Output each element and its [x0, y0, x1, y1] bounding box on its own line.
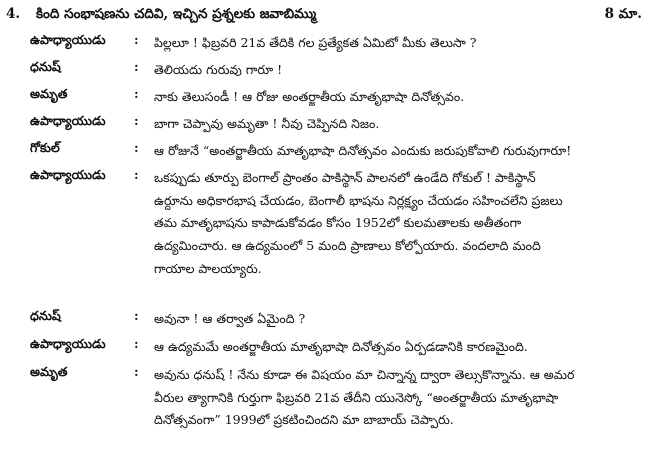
- dialogue-line: ఉర్దూను అధికారభాష చేయడం, బెంగాలీ భాషను నిర్లక్ష్యం చేయడం సహించలేని ప్రజలు: [154, 192, 563, 208]
- colon-separator: :: [134, 167, 139, 182]
- colon-separator: :: [134, 308, 139, 323]
- dialogue-line: గాయాల పాలయ్యారు.: [154, 260, 262, 276]
- dialogue-line: ఉద్యమించారు. ఆ ఉద్యమంలో 5 మంది ప్రాణాలు కోల్పోయారు. వందలాది మంది: [154, 238, 541, 254]
- dialogue-line: వీరుల త్యాగానికి గుర్తుగా ఫిబ్రవరి 21వ తేదీని యునెస్కో “అంతర్జాతీయ మాతృభాషా: [154, 389, 559, 405]
- speaker-name: గోకుల్: [30, 140, 60, 155]
- colon-separator: :: [134, 364, 139, 379]
- dialogue-line: తమ మాతృభాషను కాపాడుకోవడం కోసం 1952లో కులమతాలకు అతీతంగా: [154, 215, 522, 231]
- speaker-name: ఉపాధ్యాయుడు: [30, 113, 106, 128]
- dialogue-line: ఆ ఉద్యమమే అంతర్జాతీయ మాతృభాషా దినోత్సవం ఏర్పడడానికి కారణమైంది.: [154, 339, 528, 354]
- speaker-name: ఉపాధ్యాయుడు: [30, 336, 106, 351]
- dialogue-line: ఆ రోజునే “అంతర్జాతీయ మాతృభాషా దినోత్సవం ఎందుకు జరుపుకోవాలి గురువుగారూ!: [154, 143, 572, 158]
- question-marks: 8 మా.: [604, 6, 642, 22]
- dialogue-line: అవునా ! ఆ తర్వాత ఏమైంది ?: [154, 311, 306, 326]
- colon-separator: :: [134, 86, 139, 101]
- dialogue-line: అవును ధనుష్ ! నేను కూడా ఈ విషయం మా చిన్నాన్న ద్వారా తెల్సుకొన్నాను. ఆ అమర: [154, 367, 575, 382]
- colon-separator: :: [134, 113, 139, 128]
- speaker-name: ధనుష్: [30, 59, 61, 74]
- speaker-name: ఉపాధ్యాయుడు: [30, 32, 106, 47]
- question-header: [6, 6, 642, 28]
- dialogue-line: తెలియదు గురువు గారూ !: [154, 62, 283, 77]
- colon-separator: :: [134, 140, 139, 155]
- colon-separator: :: [134, 336, 139, 351]
- colon-separator: :: [134, 59, 139, 74]
- speaker-name: ధనుష్: [30, 308, 61, 323]
- speaker-name: అమృత: [30, 364, 68, 379]
- dialogue-line: ఒకప్పుడు తూర్పు బెంగాల్ ప్రాంతం పాకిస్థాన్ పాలనలో ఉండేది గోకుల్ ! పాకిస్థాన్: [154, 170, 536, 185]
- dialogue-line: పిల్లలూ ! ఫిబ్రవరి 21వ తేదికి గల ప్రత్యేకత ఏమిటో మీకు తెలుసా ?: [154, 35, 477, 50]
- dialogue-line: నాకు తెలుసండీ ! ఆ రోజు అంతర్జాతీయ మాతృభాషా దినోత్సవం.: [154, 89, 465, 104]
- question-instruction: కింది సంభాషణను చదివి, ఇచ్చిన ప్రశ్నలకు జవాబిమ్ము: [36, 6, 317, 22]
- dialogue-line: బాగా చెప్పావు అమృతా ! నీవు చెప్పినది నిజం.: [154, 116, 380, 131]
- speaker-name: ఉపాధ్యాయుడు: [30, 167, 106, 182]
- colon-separator: :: [134, 32, 139, 47]
- question-number: 4.: [6, 6, 21, 22]
- speaker-name: అమృత: [30, 86, 68, 101]
- dialogue-line: దినోత్సవంగా” 1999లో ప్రకటించిందని మా బాబాయ్ చెప్పారు.: [154, 412, 454, 428]
